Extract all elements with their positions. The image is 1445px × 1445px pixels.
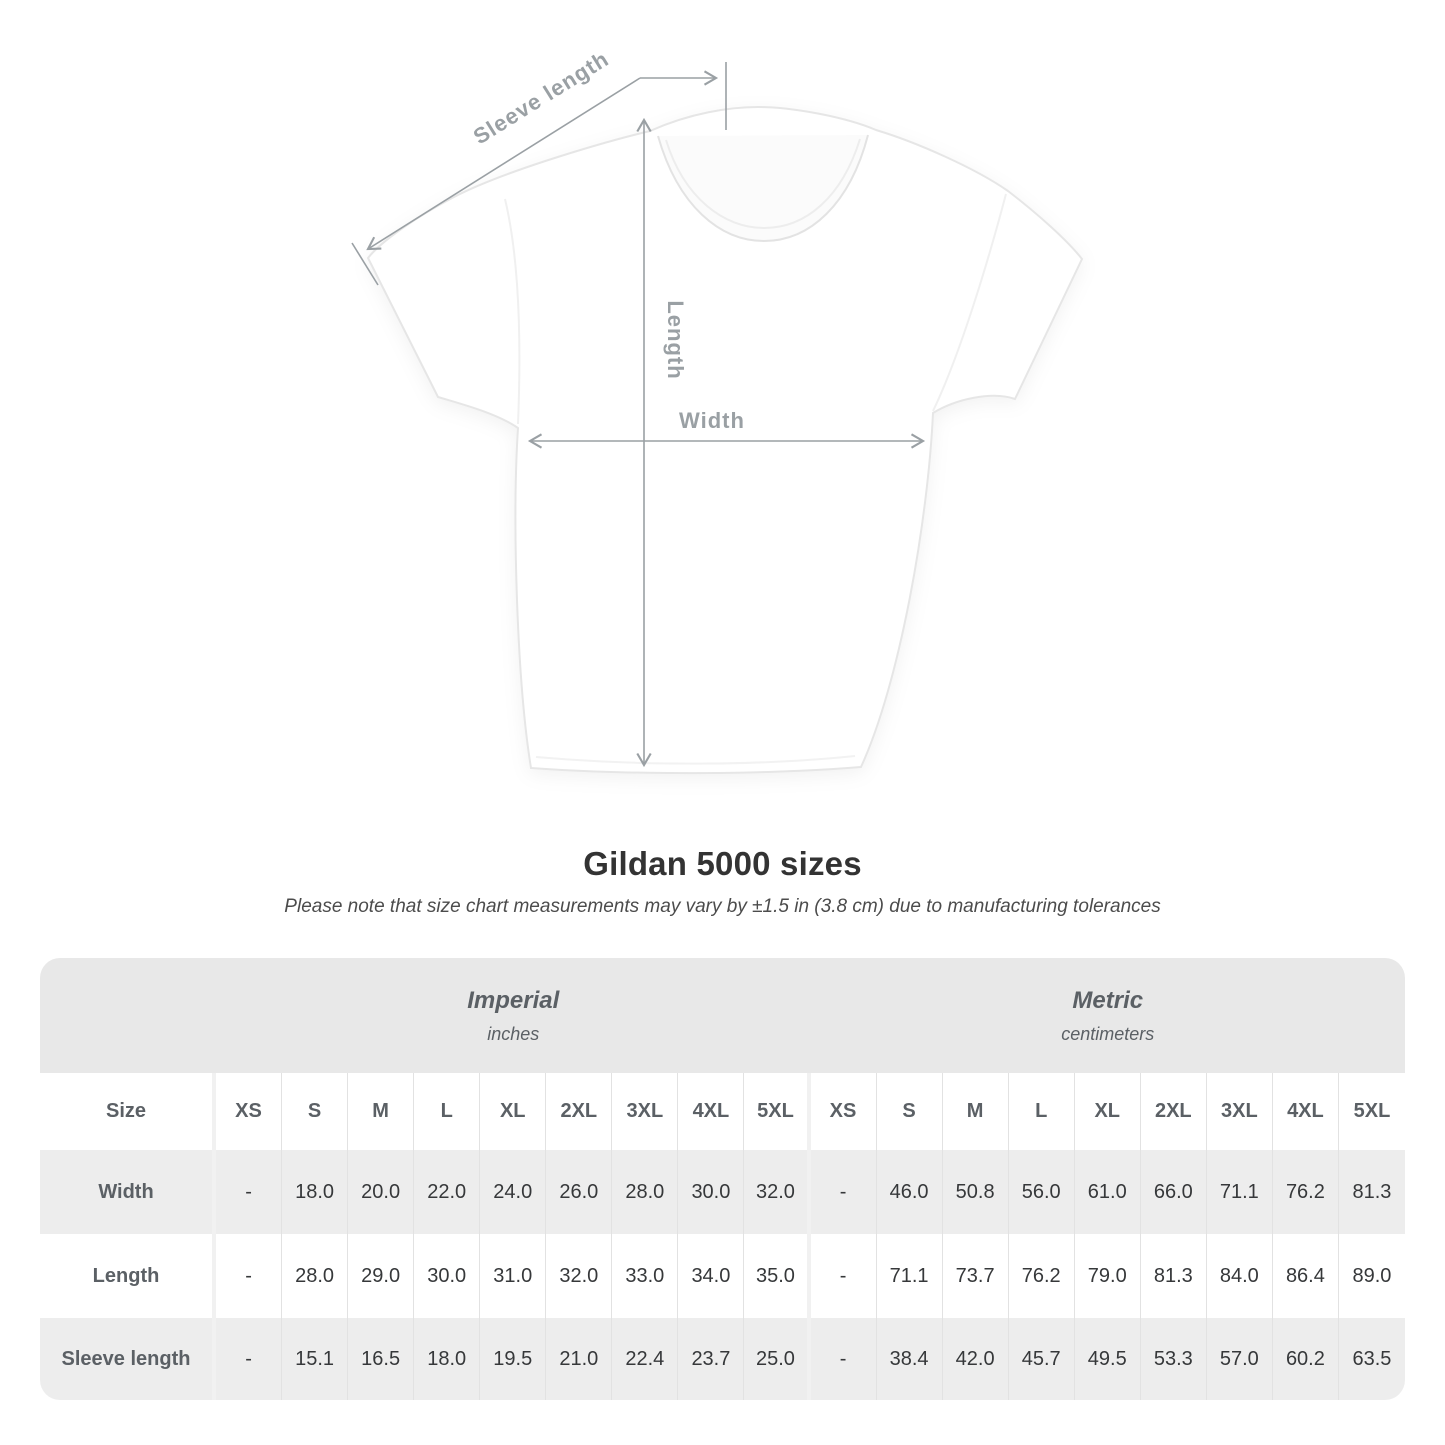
- size-header-imperial: XS: [216, 1073, 282, 1150]
- table-cell: 84.0: [1207, 1234, 1273, 1318]
- size-header-imperial: 3XL: [612, 1073, 678, 1150]
- table-cell: 35.0: [744, 1234, 810, 1318]
- table-cell: 30.0: [678, 1150, 744, 1234]
- table-cell: 22.0: [414, 1150, 480, 1234]
- size-header-metric: L: [1009, 1073, 1075, 1150]
- table-cell: 50.8: [943, 1150, 1009, 1234]
- page-title: Gildan 5000 sizes: [583, 845, 862, 882]
- width-label: Width: [679, 408, 745, 433]
- table-cell: 79.0: [1075, 1234, 1141, 1318]
- table-cell: 57.0: [1207, 1318, 1273, 1400]
- size-header-imperial: 5XL: [744, 1073, 810, 1150]
- table-cell: 28.0: [612, 1150, 678, 1234]
- row-label-sleeve-length: Sleeve length: [40, 1318, 216, 1400]
- size-header-metric: 2XL: [1141, 1073, 1207, 1150]
- table-cell: -: [811, 1318, 877, 1400]
- imperial-group-header: [216, 958, 811, 1073]
- table-band-corner: [40, 958, 216, 1073]
- table-cell: 33.0: [612, 1234, 678, 1318]
- table-cell: 66.0: [1141, 1150, 1207, 1234]
- table-cell: 21.0: [546, 1318, 612, 1400]
- size-header-metric: 5XL: [1339, 1073, 1405, 1150]
- table-cell: 26.0: [546, 1150, 612, 1234]
- metric-group-unit: centimeters: [1061, 1023, 1155, 1044]
- size-column-header: Size: [40, 1073, 216, 1150]
- metric-group-title: Metric: [1072, 986, 1144, 1014]
- table-caption: [0, 845, 1445, 918]
- tolerance-note: Please note that size chart measurements may vary by ±1.5 in (3.8 cm) due to manufacturing tolerances: [284, 896, 1161, 917]
- sleeve-length-label: Sleeve length: [468, 46, 614, 150]
- size-header-imperial: 2XL: [546, 1073, 612, 1150]
- table-cell: 25.0: [744, 1318, 810, 1400]
- table-cell: -: [216, 1318, 282, 1400]
- table-cell: 76.2: [1273, 1150, 1339, 1234]
- table-cell: 22.4: [612, 1318, 678, 1400]
- table-cell: 29.0: [348, 1234, 414, 1318]
- row-label-length: Length: [40, 1234, 216, 1318]
- tshirt-illustration: [368, 107, 1082, 773]
- table-cell: 53.3: [1141, 1318, 1207, 1400]
- table-cell: 19.5: [480, 1318, 546, 1400]
- table-cell: 20.0: [348, 1150, 414, 1234]
- size-table: [40, 958, 1405, 1400]
- size-header-metric: XL: [1075, 1073, 1141, 1150]
- table-cell: 60.2: [1273, 1318, 1339, 1400]
- imperial-group-title: Imperial: [467, 986, 560, 1014]
- size-header-imperial: M: [348, 1073, 414, 1150]
- size-header-imperial: L: [414, 1073, 480, 1150]
- table-cell: 32.0: [546, 1234, 612, 1318]
- table-cell: 56.0: [1009, 1150, 1075, 1234]
- table-cell: 28.0: [282, 1234, 348, 1318]
- table-cell: -: [811, 1150, 877, 1234]
- size-header-metric: 3XL: [1207, 1073, 1273, 1150]
- table-cell: 18.0: [282, 1150, 348, 1234]
- table-cell: -: [216, 1234, 282, 1318]
- size-header-imperial: 4XL: [678, 1073, 744, 1150]
- table-cell: 32.0: [744, 1150, 810, 1234]
- size-header-metric: 4XL: [1273, 1073, 1339, 1150]
- row-label-width: Width: [40, 1150, 216, 1234]
- table-cell: 31.0: [480, 1234, 546, 1318]
- table-cell: 42.0: [943, 1318, 1009, 1400]
- table-cell: 81.3: [1141, 1234, 1207, 1318]
- table-cell: 15.1: [282, 1318, 348, 1400]
- size-header-imperial: XL: [480, 1073, 546, 1150]
- table-cell: 46.0: [877, 1150, 943, 1234]
- table-cell: 24.0: [480, 1150, 546, 1234]
- table-cell: 71.1: [877, 1234, 943, 1318]
- table-cell: 81.3: [1339, 1150, 1405, 1234]
- table-cell: 76.2: [1009, 1234, 1075, 1318]
- imperial-group-unit: inches: [487, 1023, 540, 1044]
- table-cell: 38.4: [877, 1318, 943, 1400]
- table-cell: 71.1: [1207, 1150, 1273, 1234]
- table-cell: 45.7: [1009, 1318, 1075, 1400]
- table-cell: 49.5: [1075, 1318, 1141, 1400]
- table-cell: 16.5: [348, 1318, 414, 1400]
- table-cell: 61.0: [1075, 1150, 1141, 1234]
- table-cell: 63.5: [1339, 1318, 1405, 1400]
- size-header-metric: S: [877, 1073, 943, 1150]
- table-cell: 86.4: [1273, 1234, 1339, 1318]
- table-cell: 34.0: [678, 1234, 744, 1318]
- table-cell: -: [216, 1150, 282, 1234]
- size-header-imperial: S: [282, 1073, 348, 1150]
- size-header-metric: XS: [811, 1073, 877, 1150]
- table-cell: 18.0: [414, 1318, 480, 1400]
- metric-group-header: [811, 958, 1406, 1073]
- table-cell: -: [811, 1234, 877, 1318]
- table-cell: 23.7: [678, 1318, 744, 1400]
- size-header-metric: M: [943, 1073, 1009, 1150]
- table-cell: 30.0: [414, 1234, 480, 1318]
- length-label: Length: [663, 300, 688, 380]
- table-cell: 73.7: [943, 1234, 1009, 1318]
- table-cell: 89.0: [1339, 1234, 1405, 1318]
